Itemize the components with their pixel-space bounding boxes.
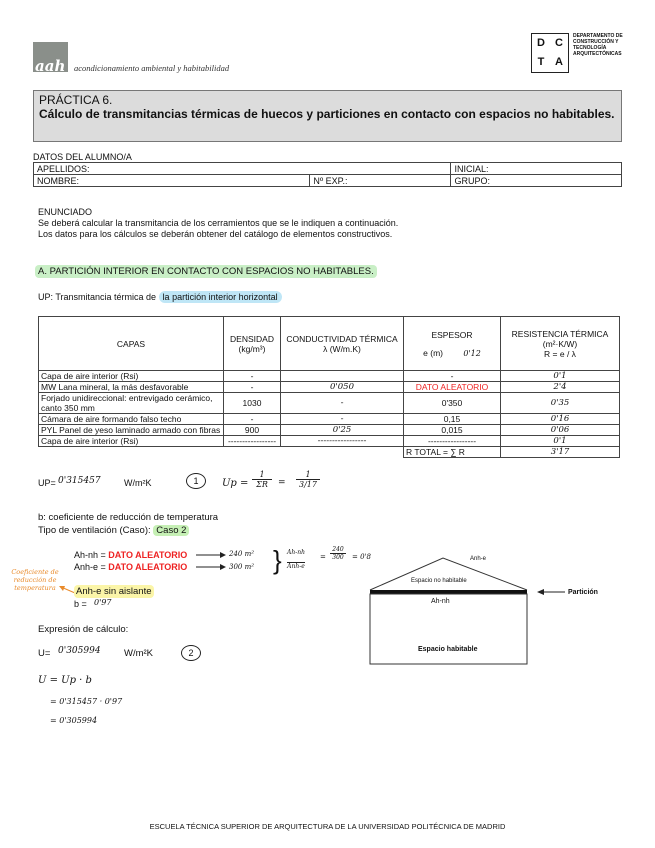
- sin-aislante: Anh-e sin aislante: [76, 586, 152, 597]
- cell-capa: Forjado unidireccional: entrevigado cerámico, canto 350 mm: [39, 393, 224, 414]
- side-note: Coeficiente de reducción de temperatura: [11, 568, 59, 592]
- enunciado: [38, 207, 398, 240]
- col-espesor: ESPESOR e (m) 0'12: [404, 317, 501, 371]
- calc-line-3: = 0'305994: [50, 716, 98, 725]
- cell-densidad: -: [224, 371, 281, 382]
- practice-number: PRÁCTICA 6.: [39, 93, 113, 107]
- cell-capa: Capa de aire interior (Rsi): [39, 371, 224, 382]
- cell-resistencia: 2'4: [501, 382, 620, 393]
- diagram-espacio-no-habitable: Espacio no habitable: [411, 578, 467, 584]
- up-formula-fraction-1: 1 ΣR: [252, 470, 272, 489]
- table-row: [39, 425, 620, 436]
- table-row: [39, 393, 620, 414]
- col-densidad: DENSIDAD (kg/m³): [224, 317, 281, 371]
- table-row: [39, 382, 620, 393]
- up-formula-fraction-2: 1 3/17: [296, 470, 320, 489]
- grupo-field[interactable]: GRUPO:: [451, 175, 622, 187]
- diagram-particion: Partición: [568, 589, 598, 596]
- cell-conductividad: -: [281, 414, 404, 425]
- footer: ESCUELA TÉCNICA SUPERIOR DE ARQUITECTURA DE LA UNIVERSIDAD POLITÉCNICA DE MADRID: [149, 822, 506, 831]
- student-table: [33, 162, 622, 187]
- cell-resistencia: 0'1: [501, 436, 620, 447]
- diagram-espacio-habitable: Espacio habitable: [418, 646, 478, 653]
- diagram-ahnh: Ah-nh: [431, 598, 450, 605]
- cell-densidad: 900: [224, 425, 281, 436]
- enunciado-line-1: Se deberá calcular la transmitancia de los cerramientos que se le indiquen a continuación.: [38, 218, 399, 228]
- section-b-title: b: coeficiente de reducción de temperatura: [38, 512, 219, 523]
- table-row: [39, 414, 620, 425]
- u-value: 0'305994: [58, 646, 101, 656]
- u-unit: W/m²K: [124, 648, 154, 659]
- cell-resistencia: 0'06: [501, 425, 620, 436]
- b-label: b =: [74, 599, 87, 609]
- total-value: 3'17: [501, 447, 620, 458]
- cell-conductividad: 0'25: [281, 425, 404, 436]
- cell-resistencia: 0'16: [501, 414, 620, 425]
- department-name: DEPARTAMENTO DE CONSTRUCCIÓN Y TECNOLOGÍA ARQUITECTÓNICAS: [573, 33, 623, 57]
- calc-line-2: = 0'315457 · 0'97: [50, 697, 123, 706]
- ratio-result: = 0'8: [352, 553, 371, 561]
- cell-capa: MW Lana mineral, la más desfavorable: [39, 382, 224, 393]
- logo-tagline: acondicionamiento ambiental y habitabilidad: [74, 63, 230, 73]
- practice-heading: Cálculo de transmitancias térmicas de huecos y particiones en contacto con espacios no habitables.: [39, 107, 615, 121]
- cell-espesor: 0,015: [404, 425, 501, 436]
- col-conductividad: CONDUCTIVIDAD TÉRMICA λ (W/m.K): [281, 317, 404, 371]
- cell-conductividad: -: [281, 393, 404, 414]
- up-result-value: 0'315457: [58, 476, 101, 486]
- cell-capa: Capa de aire interior (Rsi): [39, 436, 224, 447]
- student-data: [33, 152, 622, 187]
- enunciado-label: ENUNCIADO: [38, 207, 93, 217]
- cell-capa: Cámara de aire formando falso techo: [39, 414, 224, 425]
- up-highlight: la partición interior horizontal: [159, 291, 282, 303]
- enunciado-line-2: Los datos para los cálculos se deberán obtener del catálogo de elementos constructivos.: [38, 229, 393, 239]
- up-definition: UP: Transmitancia térmica de la partición interior horizontal: [38, 292, 282, 302]
- cell-espesor: 0,15: [404, 414, 501, 425]
- layers-table: [38, 316, 620, 458]
- table-row: [39, 371, 620, 382]
- up-result-unit: W/m²K: [124, 478, 152, 488]
- cell-conductividad: [281, 371, 404, 382]
- nexp-field[interactable]: Nº EXP.:: [310, 175, 451, 187]
- up-formula-lhs: Up =: [222, 478, 249, 489]
- expresion-label: Expresión de cálculo:: [38, 624, 129, 635]
- cell-espesor: 0'350: [404, 393, 501, 414]
- anhe-row: Anh-e = DATO ALEATORIO: [74, 562, 188, 572]
- dcta-logo: D C T A: [531, 33, 569, 73]
- inicial-field[interactable]: INICIAL:: [451, 163, 622, 175]
- table-row: [39, 436, 620, 447]
- anhe-hand-value: 300 m²: [229, 563, 255, 571]
- col-resistencia: RESISTENCIA TÉRMICA (m²·K/W) R = e / λ: [501, 317, 620, 371]
- cell-espesor: DATO ALEATORIO: [404, 382, 501, 393]
- apellidos-field[interactable]: APELLIDOS:: [34, 163, 451, 175]
- diagram-anhe: Anh-e: [470, 556, 487, 562]
- calc-line-1: U = Up · b: [38, 675, 92, 686]
- ratio-fraction: Ah-nh Anh-e: [287, 549, 305, 570]
- total-label: R TOTAL = ∑ R: [404, 447, 501, 458]
- up-result-label: UP=: [38, 478, 56, 488]
- ratio-eq-fraction: 240 300: [330, 546, 346, 561]
- cell-capa: PYL Panel de yeso laminado armado con fibras: [39, 425, 224, 436]
- b-value: 0'97: [94, 598, 112, 607]
- cell-resistencia: 0'35: [501, 393, 620, 414]
- cell-espesor: -: [404, 371, 501, 382]
- caso-value: Caso 2: [153, 525, 189, 536]
- cell-conductividad: -----------------: [281, 436, 404, 447]
- cell-densidad: -: [224, 382, 281, 393]
- cell-densidad: -----------------: [224, 436, 281, 447]
- title-box: [33, 90, 622, 142]
- u-label: U=: [38, 648, 51, 659]
- circle-2: 2: [181, 645, 201, 661]
- cell-resistencia: 0'1: [501, 371, 620, 382]
- aah-logo-text: aah: [35, 57, 66, 75]
- ventilation-type: Tipo de ventilación (Caso): Caso 2: [38, 525, 189, 536]
- cell-densidad: 1030: [224, 393, 281, 414]
- cell-conductividad: 0'050: [281, 382, 404, 393]
- student-section-label: DATOS DEL ALUMNO/A: [33, 152, 132, 162]
- section-a-title: A. PARTICIÓN INTERIOR EN CONTACTO CON ESPACIOS NO HABITABLES.: [35, 266, 377, 277]
- col-capas: CAPAS: [39, 317, 224, 371]
- circle-1: 1: [186, 473, 206, 489]
- ahnh-row: Ah-nh = DATO ALEATORIO: [74, 550, 188, 560]
- cell-densidad: -: [224, 414, 281, 425]
- nombre-field[interactable]: NOMBRE:: [34, 175, 310, 187]
- diagram: [365, 548, 605, 678]
- ahnh-hand-value: 240 m²: [229, 550, 255, 558]
- espesor-note: 0'12: [463, 348, 481, 358]
- cell-espesor: -----------------: [404, 436, 501, 447]
